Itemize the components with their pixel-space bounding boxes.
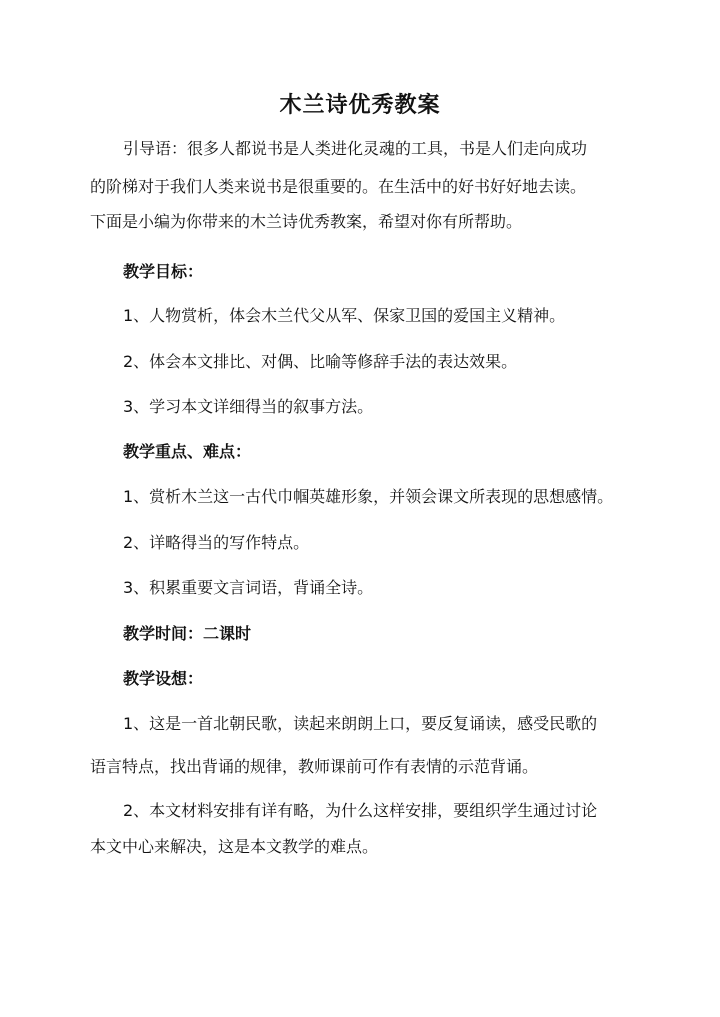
design-heading: 教学设想： bbox=[123, 669, 204, 688]
intro-line-1: 引导语：很多人都说书是人类进化灵魂的工具，书是人们走向成功 bbox=[123, 139, 588, 158]
goals-heading: 教学目标： bbox=[123, 262, 204, 281]
document-title: 木兰诗优秀教案 bbox=[279, 93, 441, 118]
intro-line-2: 的阶梯对于我们人类来说书是很重要的。在生活中的好书好好地去读。 bbox=[90, 177, 587, 196]
key-point-item-3: 3、积累重要文言词语，背诵全诗。 bbox=[123, 578, 374, 597]
design-item-2-line-2: 本文中心来解决，这是本文教学的难点。 bbox=[90, 837, 379, 856]
key-point-item-2: 2、详略得当的写作特点。 bbox=[123, 533, 310, 552]
teaching-time: 教学时间：二课时 bbox=[123, 624, 252, 643]
intro-line-3: 下面是小编为你带来的木兰诗优秀教案，希望对你有所帮助。 bbox=[90, 212, 523, 231]
goal-item-1: 1、人物赏析，体会木兰代父从军、保家卫国的爱国主义精神。 bbox=[123, 306, 566, 325]
key-points-heading: 教学重点、难点： bbox=[123, 442, 252, 461]
design-item-1-line-1: 1、这是一首北朝民歌，读起来朗朗上口，要反复诵读，感受民歌的 bbox=[123, 714, 598, 733]
key-point-item-1: 1、赏析木兰这一古代巾帼英雄形象，并领会课文所表现的思想感情。 bbox=[123, 487, 614, 506]
design-item-2-line-1: 2、本文材料安排有详有略，为什么这样安排，要组织学生通过讨论 bbox=[123, 801, 598, 820]
goal-item-2: 2、体会本文排比、对偶、比喻等修辞手法的表达效果。 bbox=[123, 352, 518, 371]
design-item-1-line-2: 语言特点，找出背诵的规律，教师课前可作有表情的示范背诵。 bbox=[90, 757, 539, 776]
goal-item-3: 3、学习本文详细得当的叙事方法。 bbox=[123, 397, 374, 416]
